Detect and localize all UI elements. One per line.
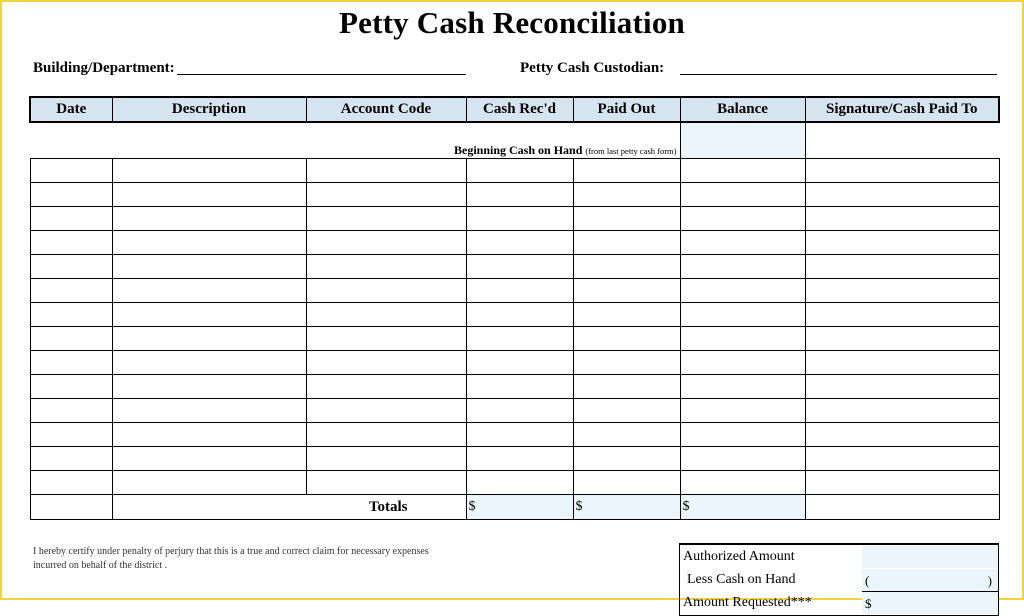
cell-paid-out[interactable] — [573, 255, 680, 279]
cell-balance[interactable] — [680, 207, 805, 231]
cell-description[interactable] — [112, 447, 306, 471]
authorized-amount-label: Authorized Amount — [683, 549, 795, 564]
cell-cash-received[interactable] — [466, 351, 573, 375]
cell-date[interactable] — [30, 447, 112, 471]
building-department-field[interactable] — [177, 74, 466, 75]
column-header-cash-received: Cash Rec'd — [466, 97, 573, 122]
table-header-row — [30, 97, 999, 122]
table-row — [30, 447, 999, 471]
cell-description[interactable] — [112, 231, 306, 255]
cell-cash-received[interactable] — [466, 375, 573, 399]
cell-description[interactable] — [112, 255, 306, 279]
total-cash-received[interactable]: $ — [466, 495, 573, 520]
cell-account-code[interactable] — [306, 207, 466, 231]
cell-date[interactable] — [30, 327, 112, 351]
amount-requested-row — [680, 592, 998, 614]
cell-date[interactable] — [30, 231, 112, 255]
cell-balance[interactable] — [680, 399, 805, 423]
page-title: Petty Cash Reconciliation — [339, 5, 685, 40]
cell-account-code[interactable] — [306, 423, 466, 447]
cell-account-code[interactable] — [306, 351, 466, 375]
cell-description[interactable] — [112, 159, 306, 183]
table-row — [30, 375, 999, 399]
custodian-field[interactable] — [680, 74, 997, 75]
table-row — [30, 327, 999, 351]
cell-description[interactable] — [112, 183, 306, 207]
cell-balance[interactable] — [680, 183, 805, 207]
beginning-cash-text: Beginning Cash on Hand — [454, 143, 583, 157]
column-header-description: Description — [112, 97, 306, 122]
cell-signature[interactable] — [805, 351, 999, 375]
cell-cash-received[interactable] — [466, 279, 573, 303]
cell-date[interactable] — [30, 183, 112, 207]
cell-cash-received[interactable] — [466, 303, 573, 327]
less-cash-input[interactable] — [862, 569, 998, 592]
column-header-paid-out: Paid Out — [573, 97, 680, 122]
table-row — [30, 255, 999, 279]
cell-paid-out[interactable] — [573, 399, 680, 423]
cell-paid-out[interactable] — [573, 303, 680, 327]
beginning-cash-note: (from last petty cash form) — [585, 146, 677, 156]
cell-description[interactable] — [112, 471, 306, 495]
beginning-cash-label — [30, 122, 680, 159]
cell-cash-received[interactable] — [466, 447, 573, 471]
cell-paid-out[interactable] — [573, 375, 680, 399]
cell-date[interactable] — [30, 399, 112, 423]
cell-account-code[interactable] — [306, 447, 466, 471]
table-row — [30, 303, 999, 327]
column-header-date: Date — [30, 97, 112, 122]
cell-description[interactable] — [112, 327, 306, 351]
cell-signature[interactable] — [805, 423, 999, 447]
cell-cash-received[interactable] — [466, 327, 573, 351]
cell-balance[interactable] — [680, 279, 805, 303]
cell-signature[interactable] — [805, 231, 999, 255]
cell-signature[interactable] — [805, 327, 999, 351]
table-row — [30, 279, 999, 303]
summary-box — [679, 543, 999, 616]
table-row — [30, 231, 999, 255]
table-row — [30, 207, 999, 231]
close-paren: ) — [987, 573, 992, 588]
cell-account-code[interactable] — [306, 327, 466, 351]
beginning-cash-row — [30, 122, 999, 159]
amount-requested-currency: $ — [865, 596, 872, 611]
table-row — [30, 159, 999, 183]
cell-balance[interactable] — [680, 255, 805, 279]
beginning-balance-cell[interactable] — [680, 122, 805, 159]
cell-cash-received[interactable] — [466, 159, 573, 183]
cell-description[interactable] — [112, 351, 306, 375]
cell-signature[interactable] — [805, 159, 999, 183]
cell-paid-out[interactable] — [573, 207, 680, 231]
custodian-label: Petty Cash Custodian: — [520, 60, 665, 76]
column-header-account-code: Account Code — [306, 97, 466, 122]
cell-account-code[interactable] — [306, 279, 466, 303]
cell-signature[interactable] — [805, 279, 999, 303]
open-paren: ( — [865, 573, 870, 588]
totals-row — [30, 495, 999, 520]
cell-balance[interactable] — [680, 423, 805, 447]
cell-paid-out[interactable] — [573, 183, 680, 207]
table-row — [30, 471, 999, 495]
authorized-amount-row — [680, 546, 998, 568]
total-balance[interactable]: $ — [680, 495, 805, 520]
cell-description[interactable] — [112, 375, 306, 399]
table-row — [30, 423, 999, 447]
cell-signature[interactable] — [805, 303, 999, 327]
cell-date[interactable] — [30, 351, 112, 375]
column-header-signature: Signature/Cash Paid To — [805, 97, 999, 122]
reconciliation-table — [29, 96, 1000, 520]
cell-date[interactable] — [30, 207, 112, 231]
cell-cash-received[interactable] — [466, 255, 573, 279]
cell-balance[interactable] — [680, 471, 805, 495]
cell-description[interactable] — [112, 399, 306, 423]
beginning-signature-cell — [805, 122, 999, 159]
cell-account-code[interactable] — [306, 231, 466, 255]
cell-date[interactable] — [30, 471, 112, 495]
cell-signature[interactable] — [805, 207, 999, 231]
cell-account-code[interactable] — [306, 471, 466, 495]
cell-paid-out[interactable] — [573, 423, 680, 447]
cell-date[interactable] — [30, 375, 112, 399]
table-row — [30, 399, 999, 423]
totals-label: Totals — [112, 495, 466, 520]
cell-paid-out[interactable] — [573, 231, 680, 255]
totals-signature-cell — [805, 495, 999, 520]
cell-signature[interactable] — [805, 471, 999, 495]
totals-empty-cell — [30, 495, 112, 520]
cell-description[interactable] — [112, 423, 306, 447]
cell-signature[interactable] — [805, 447, 999, 471]
cell-signature[interactable] — [805, 375, 999, 399]
cell-cash-received[interactable] — [466, 183, 573, 207]
cell-paid-out[interactable] — [573, 471, 680, 495]
cell-account-code[interactable] — [306, 399, 466, 423]
cell-date[interactable] — [30, 279, 112, 303]
cell-balance[interactable] — [680, 327, 805, 351]
cell-date[interactable] — [30, 159, 112, 183]
cell-balance[interactable] — [680, 351, 805, 375]
cell-signature[interactable] — [805, 183, 999, 207]
cell-balance[interactable] — [680, 375, 805, 399]
cell-cash-received[interactable] — [466, 399, 573, 423]
cell-cash-received[interactable] — [466, 471, 573, 495]
column-header-balance: Balance — [680, 97, 805, 122]
certification-statement: I hereby certify under penalty of perjury that this is a true and correct claim for necessary expenses incurred on behalf of the district . — [33, 546, 429, 571]
cell-account-code[interactable] — [306, 183, 466, 207]
cell-paid-out[interactable] — [573, 279, 680, 303]
cell-paid-out[interactable] — [573, 327, 680, 351]
cell-description[interactable] — [112, 303, 306, 327]
cell-cash-received[interactable] — [466, 231, 573, 255]
cell-account-code[interactable] — [306, 375, 466, 399]
cell-account-code[interactable] — [306, 159, 466, 183]
cell-balance[interactable] — [680, 447, 805, 471]
building-department-label: Building/Department: — [33, 60, 175, 76]
table-row — [30, 351, 999, 375]
amount-requested-input[interactable] — [862, 592, 998, 614]
authorized-amount-input[interactable] — [862, 546, 998, 568]
cell-cash-received[interactable] — [466, 207, 573, 231]
cell-balance[interactable] — [680, 159, 805, 183]
cell-signature[interactable] — [805, 399, 999, 423]
cell-account-code[interactable] — [306, 255, 466, 279]
total-paid-out[interactable]: $ — [573, 495, 680, 520]
table-row — [30, 183, 999, 207]
cell-description[interactable] — [112, 207, 306, 231]
less-cash-label: Less Cash on Hand — [687, 572, 796, 587]
cell-balance[interactable] — [680, 231, 805, 255]
amount-requested-label: Amount Requested*** — [683, 595, 812, 610]
cell-date[interactable] — [30, 255, 112, 279]
cell-date[interactable] — [30, 423, 112, 447]
cell-cash-received[interactable] — [466, 423, 573, 447]
cell-signature[interactable] — [805, 255, 999, 279]
cell-paid-out[interactable] — [573, 351, 680, 375]
cell-account-code[interactable] — [306, 303, 466, 327]
less-cash-row — [680, 569, 998, 591]
cell-balance[interactable] — [680, 303, 805, 327]
cell-paid-out[interactable] — [573, 447, 680, 471]
cell-paid-out[interactable] — [573, 159, 680, 183]
cell-date[interactable] — [30, 303, 112, 327]
cell-description[interactable] — [112, 279, 306, 303]
